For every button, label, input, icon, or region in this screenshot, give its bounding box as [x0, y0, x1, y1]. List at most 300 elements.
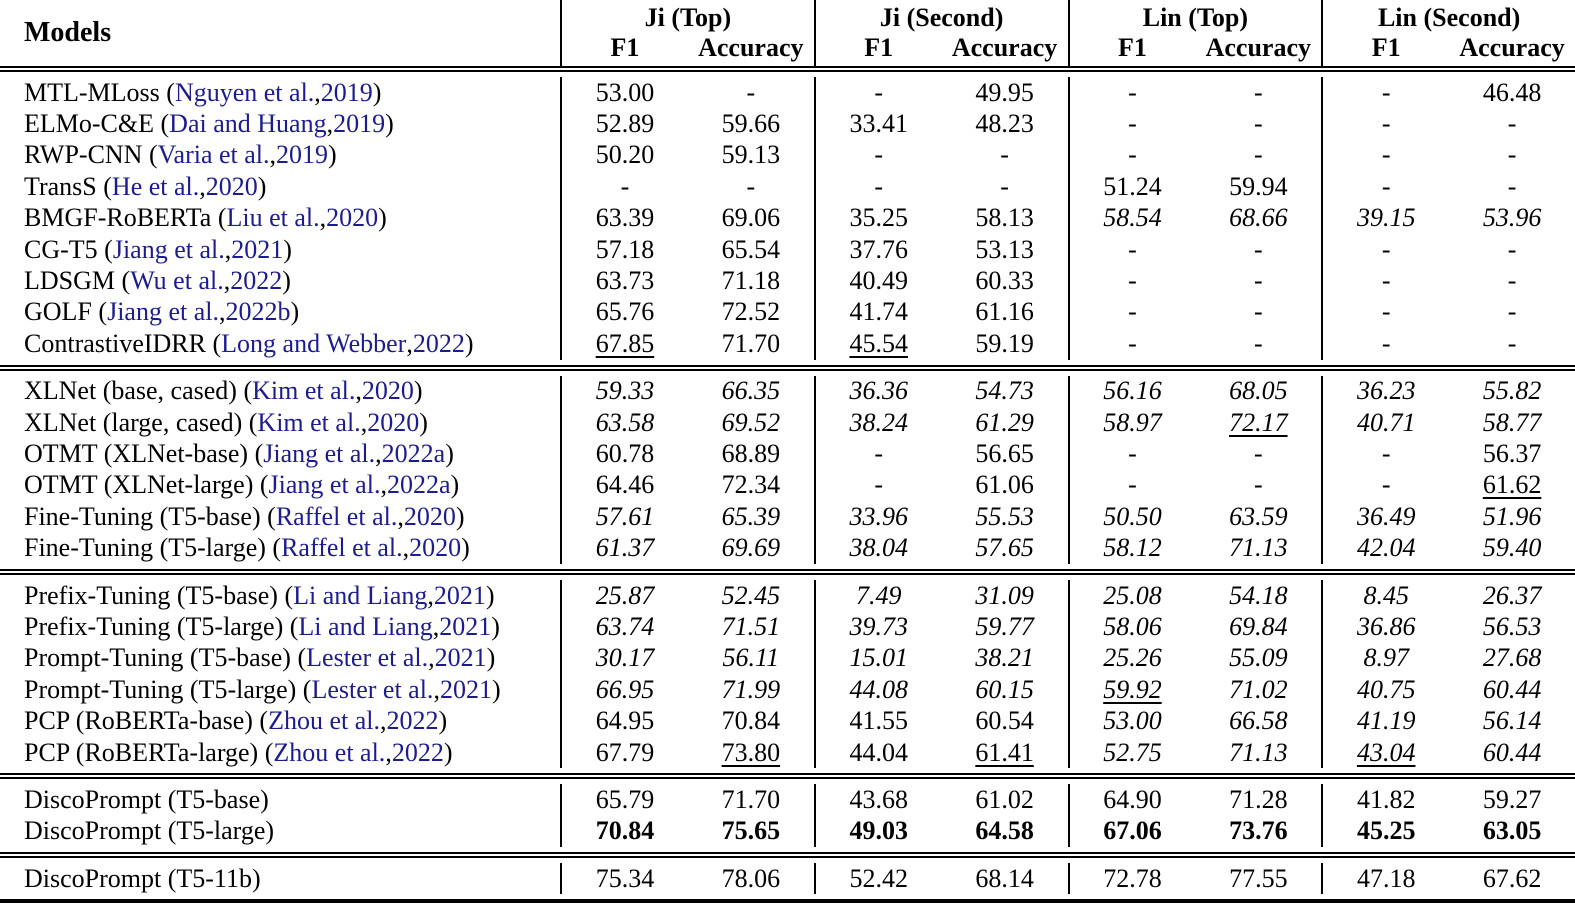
citation-year-link[interactable]: 2022a	[386, 470, 451, 500]
model-name: RWP-CNN	[24, 140, 143, 170]
f1-value: 50.20	[595, 140, 655, 170]
metric-group-cell	[560, 203, 814, 234]
citation-year-link[interactable]: 2019	[333, 109, 386, 139]
accuracy-value: 65.54	[721, 234, 781, 264]
f1-value: 66.95	[595, 674, 655, 704]
accuracy-value: 56.11	[722, 643, 780, 673]
f1-value: 52.42	[849, 863, 908, 893]
f1-value: 41.55	[849, 706, 908, 736]
accuracy-value: 65.39	[721, 501, 781, 531]
f1-value: 36.49	[1356, 501, 1416, 531]
citation-year-link[interactable]: 2019	[276, 140, 329, 170]
citation-year-link[interactable]: 2021	[434, 643, 487, 673]
accuracy-value: 71.70	[721, 784, 781, 814]
accuracy-header: Accuracy	[1205, 33, 1312, 62]
model-name: ContrastiveIDRR	[24, 328, 206, 358]
metric-group-cell	[560, 470, 814, 501]
citation-link[interactable]: Kim et al.	[257, 407, 361, 437]
f1-value: 64.95	[595, 706, 655, 736]
model-cell: OTMT (XLNet-base) ( Jiang et al. , 2022a )	[24, 438, 454, 468]
accuracy-value: 54.18	[1229, 580, 1288, 610]
citation-link[interactable]: Nguyen et al.	[174, 77, 315, 107]
f1-value: 63.39	[595, 203, 655, 233]
citation-year-link[interactable]: 2020	[367, 407, 420, 437]
accuracy-value: -	[1253, 140, 1263, 170]
metric-group-cell	[1321, 438, 1575, 469]
accuracy-value: -	[1507, 171, 1517, 201]
f1-value: -	[1128, 328, 1137, 358]
citation-link[interactable]: Liu et al.	[226, 203, 320, 233]
citation-year-link[interactable]: 2022	[391, 737, 444, 767]
metric-group-cell	[814, 674, 1068, 705]
f1-value: 63.58	[595, 407, 655, 437]
f1-value: 63.74	[595, 611, 655, 641]
citation-link[interactable]: Jiang et al.	[107, 297, 219, 327]
metric-group-cell	[1068, 784, 1322, 815]
citation-link[interactable]: Li and Liang	[298, 611, 433, 641]
accuracy-value: 69.69	[721, 533, 781, 563]
metric-group-cell	[814, 297, 1068, 328]
model-cell: XLNet (large, cased) ( Kim et al. , 2020 )	[24, 407, 428, 437]
citation-year-link[interactable]: 2020	[205, 171, 258, 201]
table-row	[0, 234, 1575, 265]
accuracy-value: 59.13	[721, 140, 781, 170]
metric-group-cell	[560, 816, 814, 847]
accuracy-value: 49.95	[975, 77, 1034, 107]
citation-link[interactable]: Zhou et al.	[273, 737, 386, 767]
metric-group-cell	[1321, 265, 1575, 296]
accuracy-value: 53.96	[1482, 203, 1542, 233]
f1-value: 40.49	[849, 266, 908, 296]
sub-labels	[816, 33, 1068, 63]
accuracy-value: -	[1507, 266, 1517, 296]
metric-group-cell	[1068, 297, 1322, 328]
f1-value: 44.04	[849, 737, 908, 767]
table-row	[0, 328, 1575, 359]
model-cell	[0, 863, 560, 894]
metric-group-cell	[814, 643, 1068, 674]
table-row	[0, 705, 1575, 736]
accuracy-value: 68.89	[721, 438, 781, 468]
f1-header: F1	[1117, 33, 1147, 62]
metric-group-cell	[1321, 816, 1575, 847]
model-cell	[0, 816, 560, 847]
metric-group-cell	[1321, 407, 1575, 438]
f1-value: 57.18	[595, 234, 655, 264]
table-row	[0, 297, 1575, 328]
citation-link[interactable]: Raffel et al.	[281, 533, 403, 563]
citation-year-link[interactable]: 2022b	[225, 297, 291, 327]
table-row	[0, 438, 1575, 469]
metric-group-cell	[560, 643, 814, 674]
citation-year-link[interactable]: 2022a	[381, 438, 446, 468]
metric-group-cell	[560, 784, 814, 815]
table-section	[0, 858, 1575, 899]
model-cell: ContrastiveIDRR ( Long and Webber , 2022 )	[24, 328, 474, 358]
sub-labels	[562, 33, 814, 63]
table-row	[0, 737, 1575, 768]
citation-year-link[interactable]: 2021	[439, 674, 492, 704]
f1-value: -	[1381, 470, 1391, 500]
model-name: XLNet (base, cased)	[24, 376, 237, 406]
f1-value: 39.73	[849, 611, 908, 641]
metric-group-cell	[1068, 376, 1322, 407]
metric-group-cell	[814, 108, 1068, 139]
f1-value: -	[1381, 438, 1391, 468]
metric-group-cell	[1068, 737, 1322, 768]
metric-group-cell	[560, 234, 814, 265]
f1-value: 65.76	[595, 297, 655, 327]
group-label: Lin (Top)	[1142, 3, 1248, 33]
f1-value: 53.00	[1103, 706, 1162, 736]
table-section	[0, 575, 1575, 773]
f1-value: 58.12	[1103, 533, 1162, 563]
citation-year-link[interactable]: 2022	[230, 266, 283, 296]
metric-group-cell	[1321, 297, 1575, 328]
column-group-lin-second	[1321, 0, 1575, 66]
accuracy-value: 61.06	[975, 470, 1034, 500]
model-cell: Prompt-Tuning (T5-large) ( Lester et al. , 2021 )	[24, 674, 501, 704]
metric-group-cell	[1068, 203, 1322, 234]
accuracy-value: 61.29	[975, 407, 1034, 437]
model-name: MTL-MLoss	[24, 77, 160, 107]
metric-group-cell	[560, 171, 814, 202]
metric-group-cell	[814, 407, 1068, 438]
accuracy-value: 61.62	[1482, 470, 1542, 500]
f1-value: 45.25	[1356, 816, 1416, 846]
model-cell: RWP-CNN ( Varia et al. , 2019 )	[24, 140, 337, 170]
f1-value: 58.97	[1103, 407, 1162, 437]
citation-year-link[interactable]: 2020	[403, 501, 456, 531]
model-cell: TransS ( He et al. , 2020 )	[24, 171, 267, 201]
accuracy-header: Accuracy	[698, 33, 804, 62]
accuracy-value: 72.34	[721, 470, 781, 500]
f1-value: 60.78	[595, 438, 655, 468]
citation-link[interactable]: Lester et al.	[306, 643, 429, 673]
f1-value: 43.68	[849, 784, 908, 814]
metric-group-cell	[560, 376, 814, 407]
citation-year-link[interactable]: 2021	[439, 611, 492, 641]
accuracy-value: -	[1253, 77, 1263, 107]
accuracy-value: -	[1253, 297, 1263, 327]
f1-value: 43.04	[1356, 737, 1416, 767]
accuracy-value: 27.68	[1482, 643, 1542, 673]
metric-group-cell	[560, 438, 814, 469]
f1-value: 44.08	[849, 674, 908, 704]
sub-labels	[1070, 33, 1322, 63]
table-section	[0, 371, 1575, 569]
model-name: GOLF	[24, 297, 92, 327]
model-cell	[0, 784, 560, 815]
model-name: Prompt-Tuning (T5-large)	[24, 674, 297, 704]
model-name: Prefix-Tuning (T5-large)	[24, 611, 284, 641]
accuracy-value: 71.70	[721, 328, 781, 358]
citation-year-link[interactable]: 2021	[433, 580, 486, 610]
table-row	[0, 643, 1575, 674]
citation-year-link[interactable]: 2020	[326, 203, 379, 233]
f1-value: 33.41	[849, 109, 908, 139]
f1-value: 40.75	[1356, 674, 1416, 704]
accuracy-value: 71.18	[721, 266, 781, 296]
f1-value: 65.79	[595, 784, 655, 814]
metric-group-cell	[560, 297, 814, 328]
metric-group-cell	[1068, 108, 1322, 139]
metric-group-cell	[1068, 234, 1322, 265]
metric-group-cell	[560, 580, 814, 611]
table-row	[0, 108, 1575, 139]
f1-value: 58.06	[1103, 611, 1162, 641]
model-cell: PCP (RoBERTa-large) ( Zhou et al. , 2022 )	[24, 737, 453, 767]
metric-group-cell	[814, 611, 1068, 642]
citation-year-link[interactable]: 2019	[320, 77, 373, 107]
metric-group-cell	[560, 705, 814, 736]
accuracy-value: 59.66	[721, 109, 781, 139]
f1-value: -	[1381, 328, 1391, 358]
metric-group-cell	[814, 784, 1068, 815]
citation-year-link[interactable]: 2022	[386, 706, 439, 736]
accuracy-value: 69.52	[721, 407, 781, 437]
f1-value: 36.23	[1356, 376, 1416, 406]
f1-value: 41.19	[1356, 706, 1416, 736]
metric-group-cell	[814, 376, 1068, 407]
metric-group-cell	[1321, 705, 1575, 736]
f1-value: -	[1381, 140, 1391, 170]
citation-link[interactable]: Jiang et al.	[263, 438, 376, 468]
metric-group-cell	[1321, 611, 1575, 642]
f1-header: F1	[610, 33, 640, 62]
metric-group-cell	[1321, 501, 1575, 532]
accuracy-value: 59.19	[975, 328, 1034, 358]
models-header-label: Models	[24, 17, 112, 48]
accuracy-value: 56.37	[1482, 438, 1542, 468]
metric-group-cell	[1321, 532, 1575, 563]
f1-value: 70.84	[595, 816, 655, 846]
accuracy-value: 55.82	[1482, 376, 1542, 406]
table-row	[0, 501, 1575, 532]
citation-link[interactable]: Li and Liang	[293, 580, 428, 610]
metric-group-cell	[1321, 674, 1575, 705]
citation-year-link[interactable]: 2020	[409, 533, 462, 563]
f1-value: 42.04	[1356, 533, 1416, 563]
model-cell: Fine-Tuning (T5-large) ( Raffel et al. , 2020 )	[24, 533, 470, 563]
citation-link[interactable]: Lester et al.	[311, 674, 434, 704]
metric-group-cell	[814, 532, 1068, 563]
metric-group-cell	[1068, 328, 1322, 359]
accuracy-value: -	[1253, 470, 1263, 500]
citation-year-link[interactable]: 2021	[231, 234, 284, 264]
bottom-rule	[0, 899, 1575, 903]
citation-link[interactable]: Zhou et al.	[268, 706, 381, 736]
metric-group-cell	[1321, 203, 1575, 234]
accuracy-value: -	[1253, 328, 1263, 358]
f1-value: -	[1128, 77, 1137, 107]
accuracy-value: 73.80	[721, 737, 781, 767]
table-row	[0, 611, 1575, 642]
f1-value: -	[1128, 297, 1137, 327]
model-name: DiscoPrompt (T5-11b)	[24, 863, 261, 893]
f1-value: 67.06	[1103, 816, 1162, 846]
f1-value: 61.37	[595, 533, 655, 563]
metric-group-cell	[814, 77, 1068, 108]
citation-link[interactable]: Raffel et al.	[275, 501, 398, 531]
f1-value: 7.49	[855, 580, 902, 610]
accuracy-value: 55.09	[1229, 643, 1288, 673]
metric-group-cell	[1321, 580, 1575, 611]
accuracy-value: 58.77	[1482, 407, 1542, 437]
f1-value: 41.82	[1356, 784, 1416, 814]
f1-value: 30.17	[595, 643, 655, 673]
accuracy-value: 63.59	[1229, 501, 1288, 531]
column-group-ji-second	[814, 0, 1068, 66]
table-row	[0, 863, 1575, 894]
citation-link[interactable]: He et al.	[111, 171, 200, 201]
citation-link[interactable]: Jiang et al.	[268, 470, 381, 500]
citation-year-link[interactable]: 2022	[412, 328, 465, 358]
citation-link[interactable]: Dai and Huang	[169, 109, 327, 139]
f1-value: 15.01	[849, 643, 908, 673]
accuracy-value: -	[1507, 234, 1517, 264]
accuracy-value: 71.51	[721, 611, 781, 641]
accuracy-value: -	[1253, 266, 1263, 296]
metric-group-cell	[1321, 863, 1575, 894]
model-name: OTMT (XLNet-base)	[24, 438, 249, 468]
table-row	[0, 376, 1575, 407]
model-name: CG-T5	[24, 234, 98, 264]
table-header	[0, 0, 1575, 66]
sub-labels	[1323, 33, 1575, 63]
metric-group-cell	[560, 532, 814, 563]
metric-group-cell	[814, 470, 1068, 501]
accuracy-value: 67.62	[1482, 863, 1542, 893]
metric-group-cell	[1321, 171, 1575, 202]
table-row	[0, 674, 1575, 705]
accuracy-value: 59.94	[1229, 171, 1288, 201]
f1-value: -	[1381, 171, 1391, 201]
metric-group-cell	[814, 816, 1068, 847]
accuracy-value: 59.77	[975, 611, 1034, 641]
model-cell: ELMo-C&E ( Dai and Huang , 2019 )	[24, 109, 394, 139]
model-name: Prefix-Tuning (T5-base)	[24, 580, 278, 610]
f1-value: 64.46	[595, 470, 655, 500]
accuracy-value: 56.65	[975, 438, 1034, 468]
f1-value: -	[620, 171, 630, 201]
f1-value: 35.25	[849, 203, 908, 233]
metric-group-cell	[1321, 643, 1575, 674]
metric-group-cell	[560, 737, 814, 768]
accuracy-value: 68.66	[1229, 203, 1288, 233]
accuracy-value: -	[1507, 109, 1517, 139]
metric-group-cell	[1068, 816, 1322, 847]
citation-year-link[interactable]: 2020	[361, 376, 414, 406]
accuracy-value: 60.44	[1482, 674, 1542, 704]
accuracy-value: 68.14	[975, 863, 1034, 893]
f1-value: 40.71	[1356, 407, 1416, 437]
f1-value: 25.26	[1103, 643, 1162, 673]
f1-value: 52.75	[1103, 737, 1162, 767]
f1-header: F1	[1371, 33, 1401, 62]
metric-group-cell	[1321, 77, 1575, 108]
citation-link[interactable]: Kim et al.	[252, 376, 356, 406]
f1-value: 53.00	[595, 77, 655, 107]
model-cell: LDSGM ( Wu et al. , 2022 )	[24, 266, 291, 296]
model-cell: CG-T5 ( Jiang et al. , 2021 )	[24, 234, 292, 264]
model-cell: Fine-Tuning (T5-base) ( Raffel et al. , 2020 )	[24, 501, 465, 531]
metric-group-cell	[560, 140, 814, 171]
f1-value: 75.34	[595, 863, 655, 893]
f1-value: 50.50	[1103, 501, 1162, 531]
f1-value: -	[1381, 109, 1391, 139]
table-row	[0, 580, 1575, 611]
model-name: LDSGM	[24, 266, 116, 296]
f1-value: 51.24	[1103, 171, 1162, 201]
metric-group-cell	[1068, 438, 1322, 469]
metric-group-cell	[814, 140, 1068, 171]
accuracy-header: Accuracy	[1459, 33, 1565, 62]
f1-value: -	[1381, 266, 1391, 296]
f1-value: 33.96	[849, 501, 908, 531]
accuracy-value: 54.73	[975, 376, 1034, 406]
f1-value: 37.76	[849, 234, 908, 264]
f1-value: 52.89	[595, 109, 655, 139]
accuracy-value: 38.21	[975, 643, 1034, 673]
metric-group-cell	[814, 737, 1068, 768]
group-label: Ji (Second)	[879, 3, 1004, 33]
accuracy-value: -	[1253, 234, 1263, 264]
accuracy-value: 61.02	[975, 784, 1034, 814]
metric-group-cell	[814, 580, 1068, 611]
f1-value: 67.85	[595, 328, 655, 358]
f1-value: 57.61	[595, 501, 655, 531]
accuracy-value: -	[746, 77, 756, 107]
accuracy-value: 60.15	[975, 674, 1034, 704]
f1-value: -	[1128, 266, 1137, 296]
metric-group-cell	[1321, 470, 1575, 501]
metric-group-cell	[1068, 140, 1322, 171]
f1-value: 59.92	[1103, 674, 1162, 704]
model-name: PCP (RoBERTa-large)	[24, 737, 259, 767]
metric-group-cell	[1068, 611, 1322, 642]
accuracy-value: 51.96	[1482, 501, 1542, 531]
f1-value: 63.73	[595, 266, 655, 296]
citation-link[interactable]: Varia et al.	[157, 140, 270, 170]
table-section	[0, 72, 1575, 365]
accuracy-value: 26.37	[1482, 580, 1542, 610]
metric-group-cell	[814, 501, 1068, 532]
table-row	[0, 407, 1575, 438]
f1-value: 41.74	[849, 297, 908, 327]
metric-group-cell	[814, 705, 1068, 736]
accuracy-value: 66.58	[1229, 706, 1288, 736]
metric-group-cell	[1321, 234, 1575, 265]
citation-link[interactable]: Jiang et al.	[112, 234, 225, 264]
model-name: PCP (RoBERTa-base)	[24, 706, 253, 736]
model-cell: BMGF-RoBERTa ( Liu et al. , 2020 )	[24, 203, 387, 233]
f1-value: 49.03	[849, 816, 908, 846]
accuracy-value: 64.58	[975, 816, 1034, 846]
accuracy-value: 72.17	[1229, 407, 1288, 437]
metric-group-cell	[814, 171, 1068, 202]
table-row	[0, 470, 1575, 501]
group-label: Ji (Top)	[644, 3, 732, 33]
accuracy-value: 59.40	[1482, 533, 1542, 563]
citation-link[interactable]: Long and Webber	[221, 328, 407, 358]
accuracy-value: -	[1000, 140, 1009, 170]
table-row	[0, 816, 1575, 847]
model-cell: Prefix-Tuning (T5-base) ( Li and Liang , 2021 )	[24, 580, 495, 610]
metric-group-cell	[560, 501, 814, 532]
citation-link[interactable]: Wu et al.	[130, 266, 224, 296]
accuracy-value: 60.33	[975, 266, 1034, 296]
